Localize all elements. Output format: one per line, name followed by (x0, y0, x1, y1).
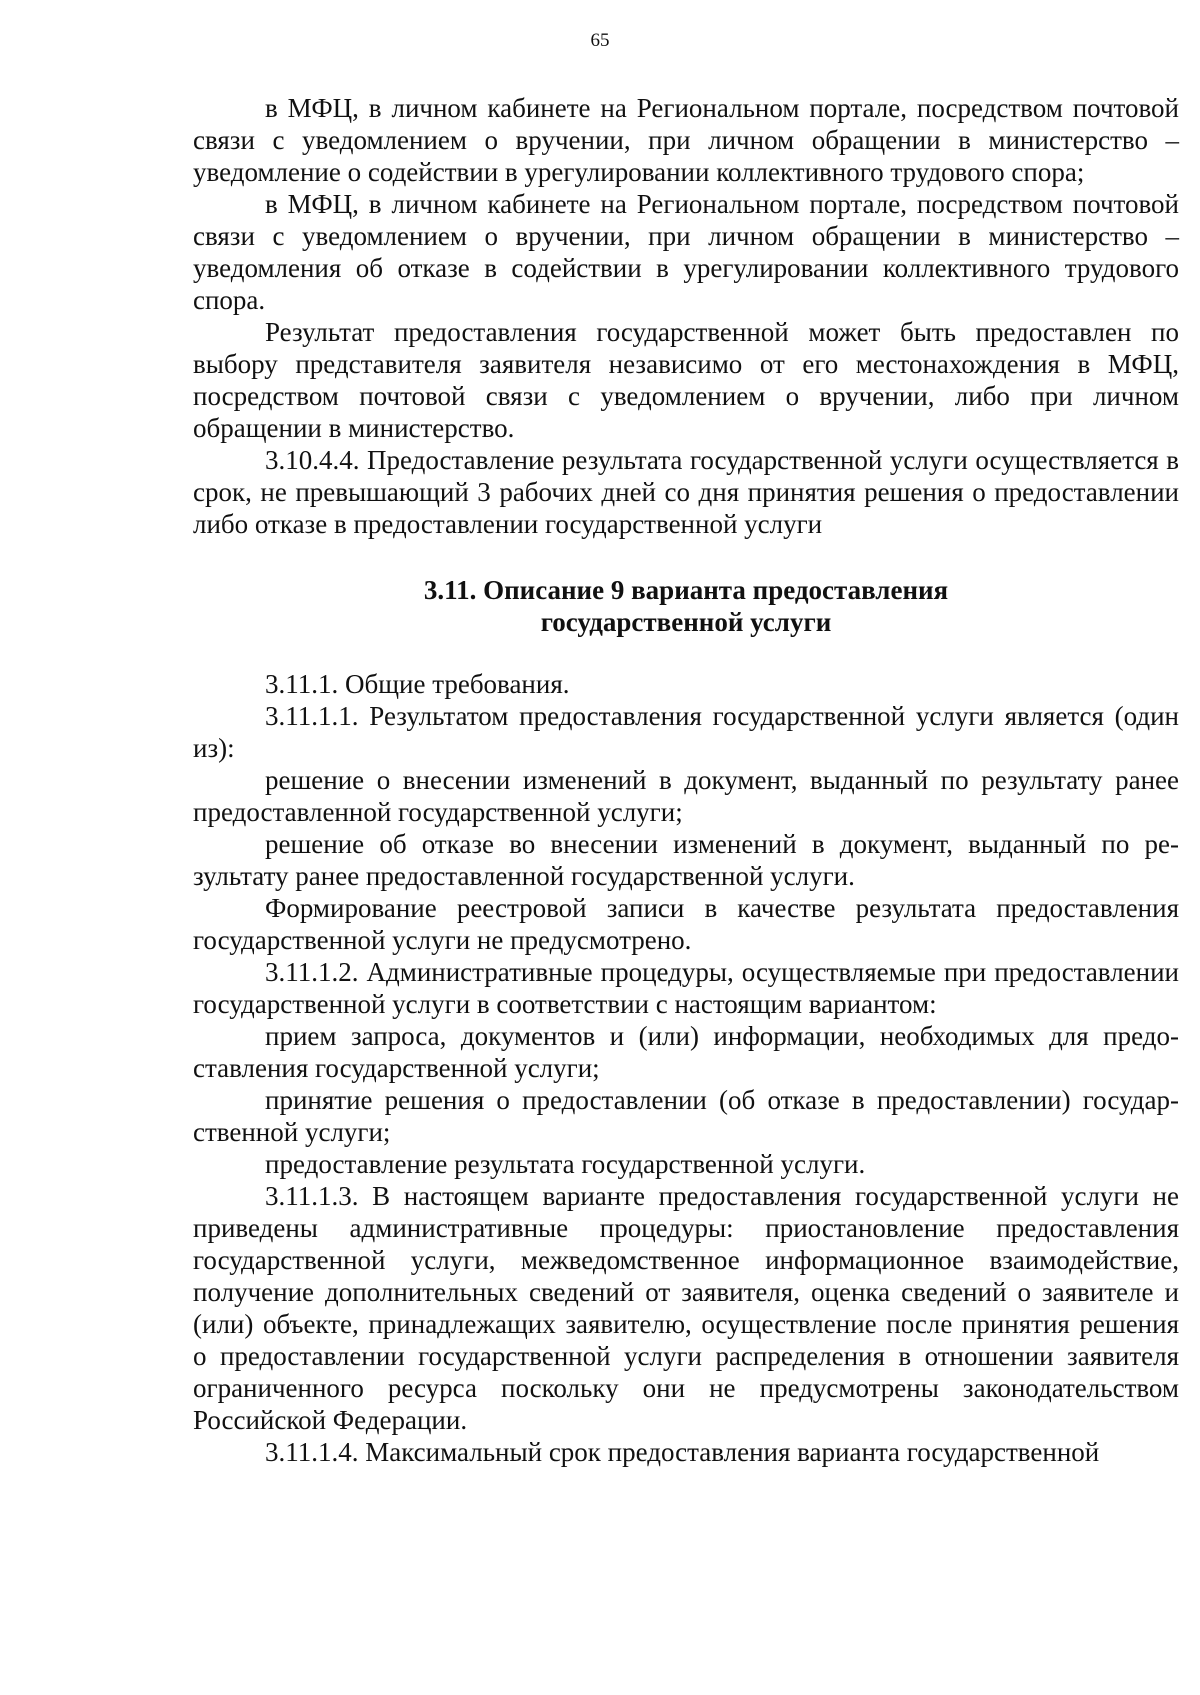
paragraph-delivery-notice: в МФЦ, в личном кабинете на Региональном портале, посредством почтовой связи с уведомлением о вручении, при личном обращении в министерство – уведомление о содействии в урегулировании коллективного трудового спора; (193, 93, 1179, 187)
paragraph-3-11-1: 3.11.1. Общие требования. (265, 669, 570, 699)
paragraph-3-11-1-4: 3.11.1.4. Максимальный срок предоставления варианта государственной (265, 1437, 1100, 1467)
paragraph-3-11-1-1: 3.11.1.1. Результатом предоставления государственной услуги является (один из): (193, 701, 1179, 763)
paragraph-result-delivery-choice: Результат предоставления государственной может быть предоставлен по выбору представителя заявителя независимо от его местонахождения в МФЦ, посредством почтовой связи с уведомлением о вручении, либо при личном обращении в министерство. (193, 317, 1179, 443)
list-item-request-intake: прием запроса, документов и (или) информации, необходимых для предоставления государственной услуги; (193, 1021, 1179, 1083)
list-item-decision-refuse-amend: решение об отказе во внесении изменений в документ, выданный по результату ранее предоставленной государственной услуги. (193, 829, 1179, 891)
document-body (193, 92, 1179, 1468)
paragraph-3-10-4-4: 3.10.4.4. Предоставление результата государственной услуги осуществляется в срок, не превышающий 3 рабочих дней со дня принятия решения о предоставлении либо отказе в предоставлении государственной услуги (193, 445, 1179, 539)
section-heading (193, 574, 1179, 638)
paragraph-delivery-refusal: в МФЦ, в личном кабинете на Региональном портале, посредством почтовой связи с уведомлением о вручении, при личном обращении в министерство – уведомления об отказе в содействии в урегулировании коллективного трудового спора. (193, 189, 1179, 315)
list-item-decision-amend: решение о внесении изменений в документ, выданный по результату ранее предоставленной государственной услуги; (193, 765, 1179, 827)
list-item-result-provision: предоставление результата государственной услуги. (265, 1149, 866, 1179)
list-item-decision-making: принятие решения о предоставлении (об отказе в предоставлении) государственной услуги; (193, 1085, 1179, 1147)
paragraph-3-11-1-2: 3.11.1.2. Административные процедуры, осуществляемые при предоставлении государственной услуги в соответствии с настоящим вариантом: (193, 957, 1179, 1019)
paragraph-3-11-1-3: 3.11.1.3. В настоящем варианте предоставления государственной услуги не приведены административные процедуры: приостановление предоставления государственной услуги, межведомственное информационное взаимодействие, получение дополнительных сведений от заявителя, оценка сведений о заявителе и (или) объекте, принадлежащих заявителю, осуществление после принятия решения о предоставлении государственной услуги распределения в отношении заявителя ограниченного ресурса поскольку они не предусмотрены законодательством Российской Федерации. (193, 1181, 1179, 1435)
section-heading-line-1: 3.11. Описание 9 варианта предоставления (423, 575, 949, 605)
section-heading-line-2: государственной услуги (540, 607, 832, 637)
page-number: 65 (590, 30, 610, 51)
paragraph-registry-record: Формирование реестровой записи в качестве результата предоставления государственной услуги не предусмотрено. (193, 893, 1179, 955)
